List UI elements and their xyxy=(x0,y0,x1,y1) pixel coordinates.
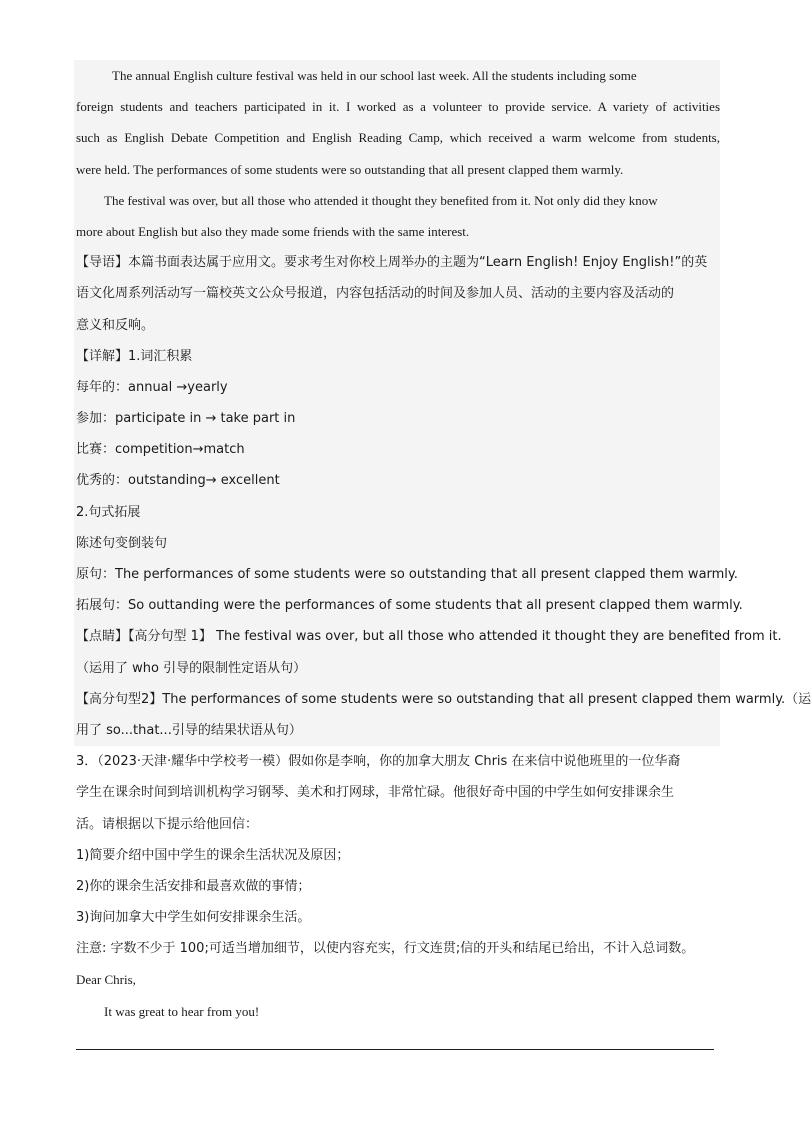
guide-line: 【导语】本篇书面表达属于应用文。要求考生对你校上周举办的主题为“Learn English! Enjoy English!”的英 xyxy=(74,247,720,278)
article-line: such as English Debate Competition and English Reading Camp, which received a warm welcome from students, xyxy=(74,122,720,153)
pattern-heading: 2.句式拓展 xyxy=(74,497,720,528)
article-line: foreign students and teachers participated in it. I worked as a volunteer to provide service. A variety of activities xyxy=(74,91,720,122)
vocab-item: 比赛：competition→match xyxy=(74,434,720,465)
vocab-item: 参加：participate in → take part in xyxy=(74,403,720,434)
guide-line: 语文化周系列活动写一篇校英文公众号报道，内容包括活动的时间及参加人员、活动的主要内容及活动的 xyxy=(74,278,720,309)
document-page xyxy=(74,60,811,1027)
detail-heading: 【详解】1.词汇积累 xyxy=(74,341,720,372)
question-line: 学生在课余时间到培训机构学习钢琴、美术和打网球，非常忙碌。他很好奇中国的中学生如何安排课余生 xyxy=(76,785,675,801)
article-line: The annual English culture festival was held in our school last week. All the students including some xyxy=(74,60,720,91)
question-line: 活。请根据以下提示给他回信： xyxy=(76,816,259,832)
question-point: 2)你的课余生活安排和最喜欢做的事情； xyxy=(76,878,311,894)
question-note: 注意: 字数不少于 100;可适当增加细节，以使内容充实，行文连贯;信的开头和结尾已给出，不计入总词数。 xyxy=(76,941,695,957)
highlight-line: （运用了 who 引导的限制性定语从句） xyxy=(74,653,720,684)
letter-salutation: Dear Chris, xyxy=(76,972,136,988)
vocab-item: 优秀的：outstanding→ excellent xyxy=(74,465,720,496)
question-line: 3．（2023·天津·耀华中学校考一模）假如你是李响，你的加拿大朋友 Chris 在来信中说他班里的一位华裔 xyxy=(76,754,681,770)
highlight-line: 【高分句型2】The performances of some students were so outstanding that all present clapped them warmly.（运 xyxy=(74,684,720,715)
letter-opening: It was great to hear from you! xyxy=(104,1003,260,1019)
article-line: were held. The performances of some students were so outstanding that all present clapped them warmly. xyxy=(74,154,720,185)
pattern-subheading: 陈述句变倒装句 xyxy=(74,528,720,559)
vocab-item: 每年的：annual →yearly xyxy=(74,372,720,403)
article-line: more about English but also they made some friends with the same interest. xyxy=(74,216,720,247)
bottom-rule xyxy=(76,1049,714,1050)
question-point: 1)简要介绍中国中学生的课余生活状况及原因； xyxy=(76,847,350,863)
expanded-sentence: 拓展句：So outtanding were the performances of some students that all present clapped them warmly. xyxy=(74,590,720,621)
question-point: 3)询问加拿大中学生如何安排课余生活。 xyxy=(76,910,311,926)
highlight-line: 【点睛】【高分句型 1】 The festival was over, but all those who attended it thought they are benefited from it. xyxy=(74,621,720,652)
original-sentence: 原句：The performances of some students were so outstanding that all present clapped them warmly. xyxy=(74,559,720,590)
article-line: The festival was over, but all those who attended it thought they benefited from it. Not only did they know xyxy=(74,185,720,216)
highlight-line: 用了 so...that...引导的结果状语从句） xyxy=(74,715,720,746)
guide-line: 意义和反响。 xyxy=(74,310,720,341)
